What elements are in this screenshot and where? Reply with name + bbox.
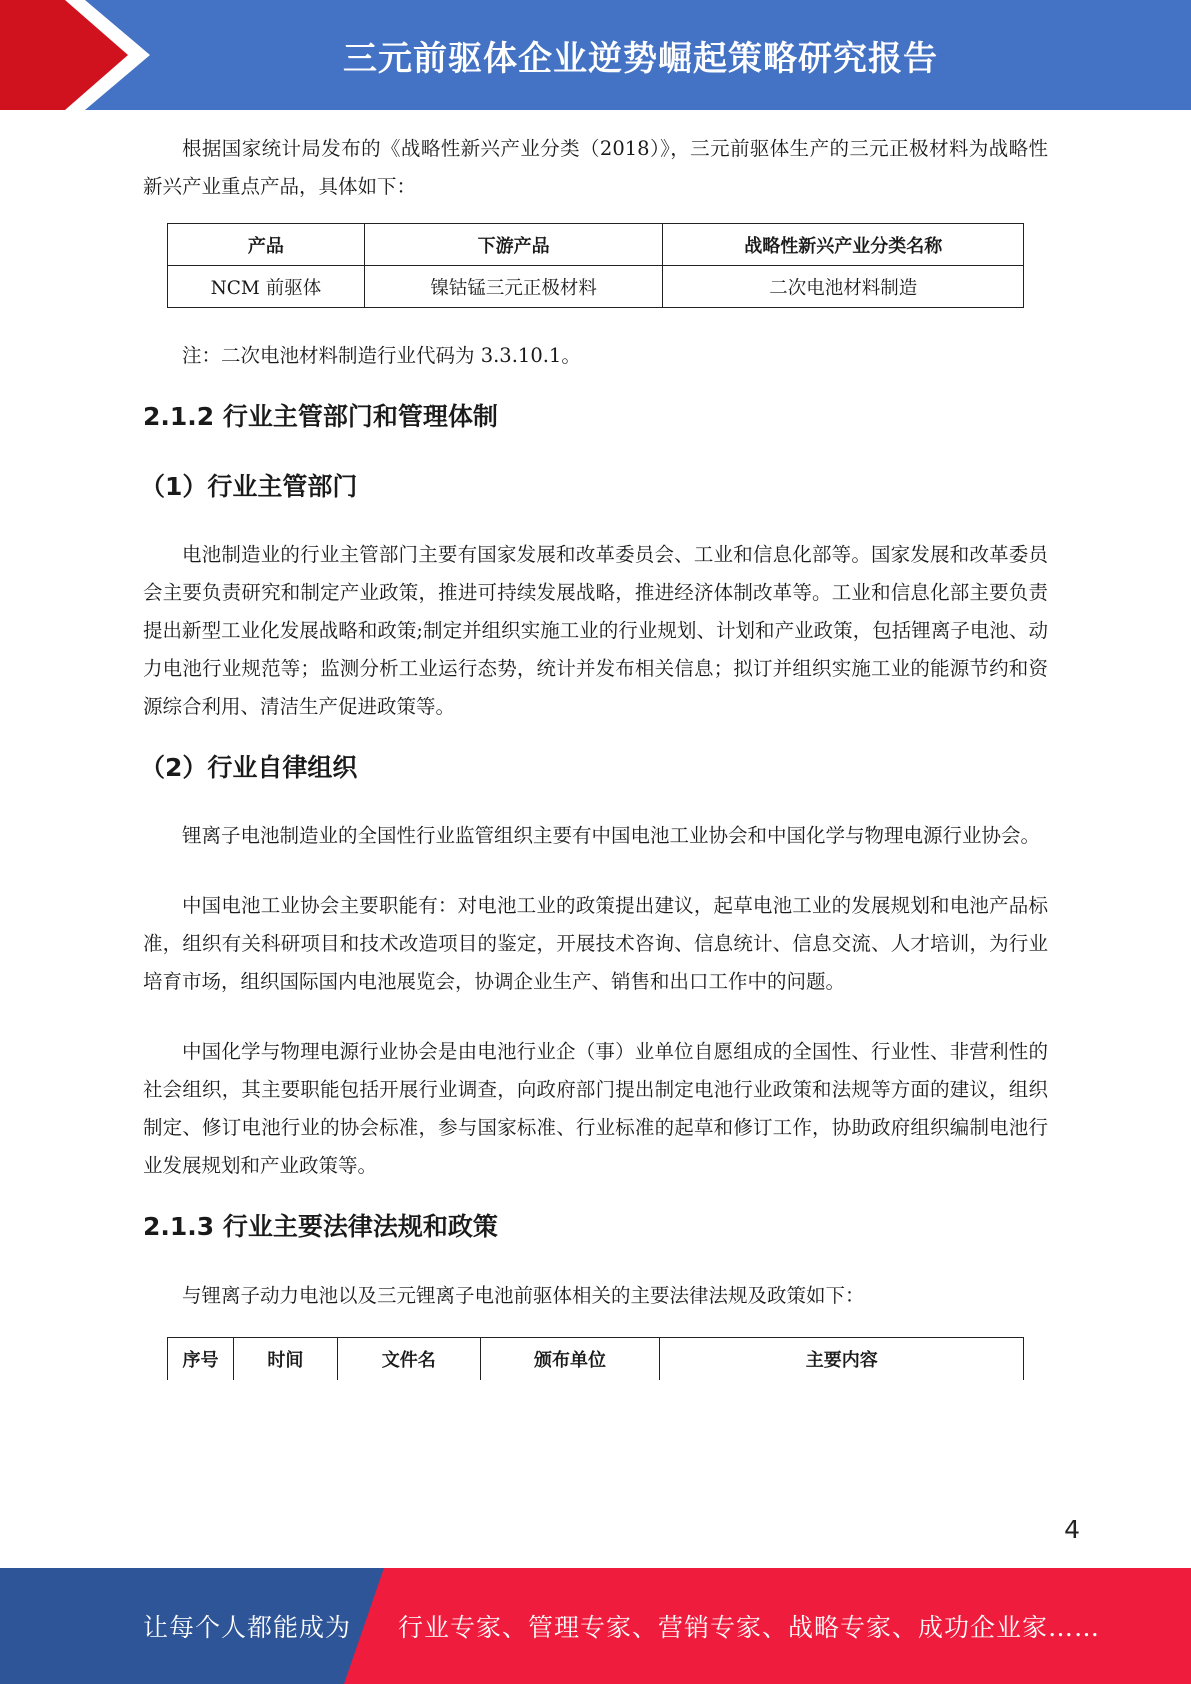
table-row [168, 266, 1024, 308]
table-header-row [168, 224, 1024, 266]
subsection-heading-2: （2）行业自律组织 [140, 753, 358, 782]
table-header-row [168, 1338, 1024, 1381]
subsection-heading-1: （1）行业主管部门 [140, 472, 358, 501]
body-paragraph: 中国电池工业协会主要职能有：对电池工业的政策提出建议，起草电池工业的发展规划和电池产品标准，组织有关科研项目和技术改造项目的鉴定，开展技术咨询、信息统计、信息交流、人才培训，为行业培育市场，组织国际国内电池展览会，协调企业生产、销售和出口工作中的问题。 [143, 894, 1048, 993]
body-paragraph: 锂离子电池制造业的全国性行业监管组织主要有中国电池工业协会和中国化学与物理电源行业协会。 [182, 824, 1041, 847]
page-number: 4 [1064, 1515, 1080, 1544]
table-header-cell: 战略性新兴产业分类名称 [663, 224, 1024, 266]
table-cell: 二次电池材料制造 [663, 266, 1024, 308]
body-paragraph: 电池制造业的行业主管部门主要有国家发展和改革委员会、工业和信息化部等。国家发展和改革委员会主要负责研究和制定产业政策，推进可持续发展战略，推进经济体制改革等。工业和信息化部主要负责提出新型工业化发展战略和政策;制定并组织实施工业的行业规划、计划和产业政策，包括锂离子电池、动力电池行业规范等；监测分析工业运行态势，统计并发布相关信息；拟订并组织实施工业的能源节约和资源综合利用、清洁生产促进政策等。 [143, 543, 1048, 718]
table-cell: NCM 前驱体 [168, 266, 365, 308]
table-header-cell: 主要内容 [660, 1338, 1024, 1381]
table-cell: 镍钴锰三元正极材料 [364, 266, 663, 308]
table-header-cell: 序号 [168, 1338, 234, 1381]
table-header-cell: 下游产品 [364, 224, 663, 266]
footer-right-slogan: 行业专家、管理专家、营销专家、战略专家、成功企业家…… [398, 1613, 1101, 1642]
page-footer [0, 1568, 1191, 1684]
intro-paragraph: 根据国家统计局发布的《战略性新兴产业分类（2018）》，三元前驱体生产的三元正极材料为战略性新兴产业重点产品，具体如下： [143, 137, 1048, 198]
header-title: 三元前驱体企业逆势崛起策略研究报告 [343, 38, 938, 79]
body-paragraph: 与锂离子动力电池以及三元锂离子电池前驱体相关的主要法律法规及政策如下： [182, 1284, 865, 1307]
header-arrow-decoration [0, 0, 150, 110]
body-paragraph: 中国化学与物理电源行业协会是由电池行业企（事）业单位自愿组成的全国性、行业性、非营利性的社会组织，其主要职能包括开展行业调查，向政府部门提出制定电池行业政策和法规等方面的建议，组织制定、修订电池行业的协会标准，参与国家标准、行业标准的起草和修订工作，协助政府组织编制电池行业发展规划和产业政策等。 [143, 1040, 1048, 1177]
table-header-cell: 时间 [233, 1338, 337, 1381]
classification-table [167, 223, 1024, 308]
page-header [0, 0, 1191, 110]
section-heading-2-1-2: 2.1.2 行业主管部门和管理体制 [143, 402, 498, 431]
table-header-cell: 颁布单位 [480, 1338, 660, 1381]
section-heading-2-1-3: 2.1.3 行业主要法律法规和政策 [143, 1212, 498, 1241]
regulations-table [167, 1337, 1024, 1380]
table-header-cell: 产品 [168, 224, 365, 266]
document-body [140, 130, 1048, 1380]
table-header-cell: 文件名 [337, 1338, 480, 1381]
footer-left-slogan: 让每个人都能成为 [143, 1613, 352, 1642]
note-paragraph: 注：二次电池材料制造行业代码为 3.3.10.1。 [182, 344, 581, 367]
